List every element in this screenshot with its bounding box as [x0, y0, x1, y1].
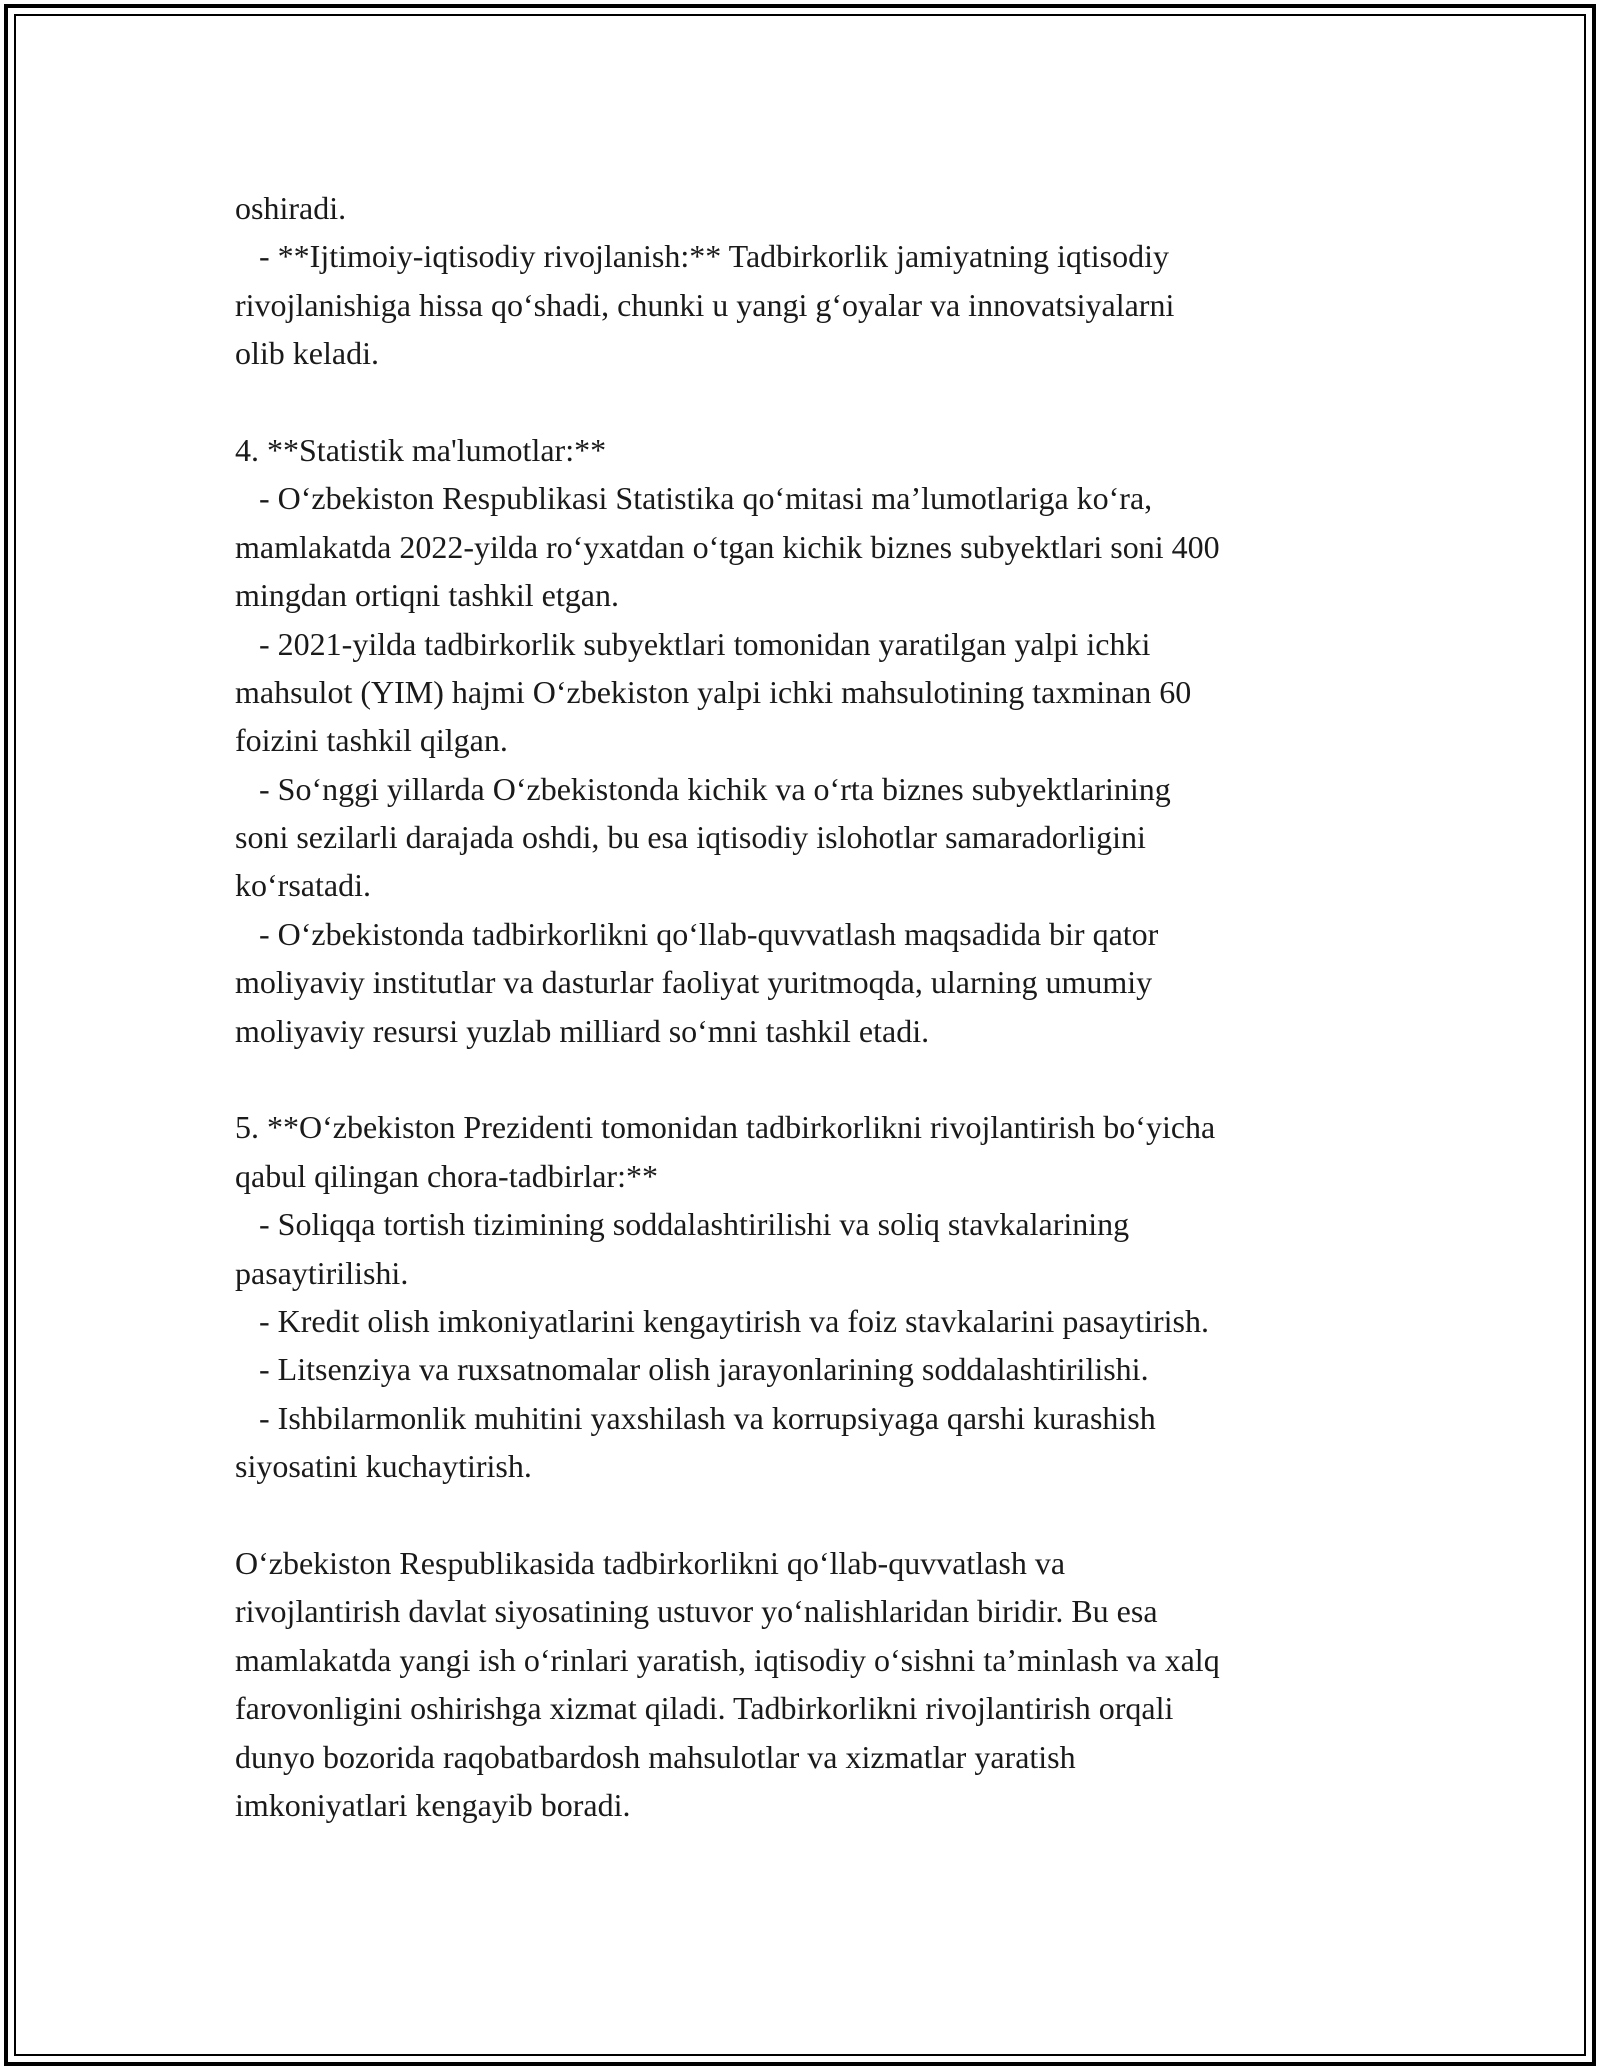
text-line: - **Ijtimoiy-iqtisodiy rivojlanish:** Tadbirkorlik jamiyatning iqtisodiy — [235, 238, 1169, 275]
text-line: qabul qilingan chora-tadbirlar:** — [235, 1157, 658, 1194]
text-line: rivojlanishiga hissa qo‘shadi, chunki u yangi g‘oyalar va innovatsiyalarni — [235, 286, 1175, 323]
text-line: - 2021-yilda tadbirkorlik subyektlari tomonidan yaratilgan yalpi ichki — [235, 625, 1151, 662]
text-line: 5. **O‘zbekiston Prezidenti tomonidan tadbirkorlikni rivojlantirish bo‘yicha — [235, 1109, 1216, 1146]
text-line: foizini tashkil qilgan. — [235, 722, 508, 759]
text-line: mamlakatda yangi ish o‘rinlari yaratish, iqtisodiy o‘sishni ta’minlash va xalq — [235, 1641, 1220, 1678]
text-line: - So‘nggi yillarda O‘zbekistonda kichik va o‘rta biznes subyektlarining — [235, 770, 1171, 807]
text-line: ko‘rsatadi. — [235, 867, 371, 904]
paragraph-spacer — [235, 378, 1395, 426]
paragraph-spacer — [235, 1055, 1395, 1103]
text-line: rivojlantirish davlat siyosatining ustuvor yo‘nalishlaridan biridir. Bu esa — [235, 1593, 1158, 1630]
text-line: mamlakatda 2022-yilda ro‘yxatdan o‘tgan kichik biznes subyektlari soni 400 — [235, 528, 1220, 565]
text-line: O‘zbekiston Respublikasida tadbirkorlikni qo‘llab-quvvatlash va — [235, 1544, 1066, 1581]
text-line: imkoniyatlari kengayib boradi. — [235, 1786, 631, 1823]
text-line: pasaytirilishi. — [235, 1254, 409, 1291]
text-line: - O‘zbekiston Respublikasi Statistika qo‘mitasi ma’lumotlariga ko‘ra, — [235, 480, 1153, 517]
text-line: olib keladi. — [235, 335, 379, 372]
text-line: - Soliqqa tortish tizimining soddalashtirilishi va soliq stavkalarining — [235, 1206, 1130, 1243]
text-line: oshiradi. — [235, 190, 347, 226]
text-line: - Litsenziya va ruxsatnomalar olish jarayonlarining soddalashtirilishi. — [235, 1351, 1149, 1388]
text-line: moliyaviy resursi yuzlab milliard so‘mni tashkil etadi. — [235, 1012, 930, 1049]
text-line: - Ishbilarmonlik muhitini yaxshilash va korrupsiyaga qarshi kurashish — [235, 1399, 1156, 1436]
text-line: - O‘zbekistonda tadbirkorlikni qo‘llab-quvvatlash maqsadida bir qator — [235, 915, 1159, 952]
document-body — [235, 184, 1395, 1829]
text-line: soni sezilarli darajada oshdi, bu esa iqtisodiy islohotlar samaradorligini — [235, 819, 1146, 856]
paragraph-spacer — [235, 1491, 1395, 1539]
text-line: mingdan ortiqni tashkil etgan. — [235, 577, 619, 614]
text-line: - Kredit olish imkoniyatlarini kengaytirish va foiz stavkalarini pasaytirish. — [235, 1302, 1209, 1339]
text-line: mahsulot (YIM) hajmi O‘zbekiston yalpi ichki mahsulotining taxminan 60 — [235, 673, 1192, 710]
text-line: 4. **Statistik ma'lumotlar:** — [235, 431, 607, 468]
text-line: farovonligini oshirishga xizmat qiladi. Tadbirkorlikni rivojlantirish orqali — [235, 1690, 1174, 1727]
text-line: siyosatini kuchaytirish. — [235, 1448, 532, 1485]
text-line: dunyo bozorida raqobatbardosh mahsulotlar va xizmatlar yaratish — [235, 1738, 1076, 1775]
text-line: moliyaviy institutlar va dasturlar faoliyat yuritmoqda, ularning umumiy — [235, 964, 1153, 1001]
